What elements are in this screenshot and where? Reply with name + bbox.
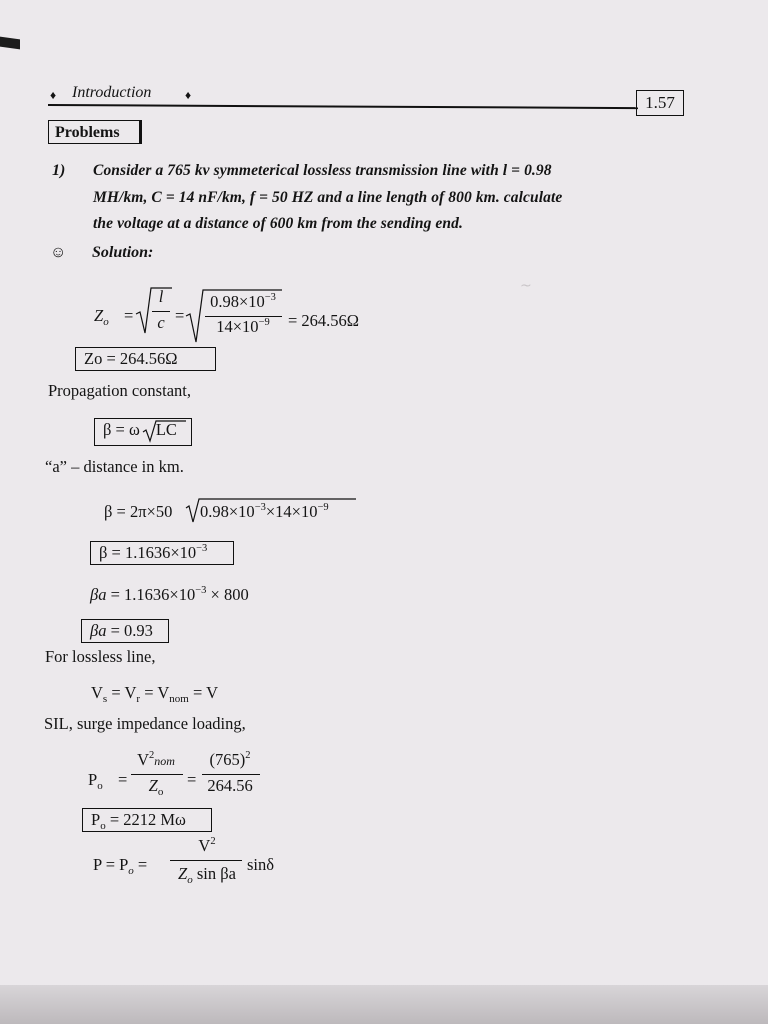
running-header-title: Introduction xyxy=(72,84,152,101)
p0-equals-1: = xyxy=(118,770,128,789)
smiley-icon: ☺ xyxy=(50,244,67,261)
beta-calc-radicand: $0.98\times 10^{-3}\times 14\times 10^{-9}$ xyxy=(200,502,329,521)
header-bullet-right: ♦ xyxy=(185,88,192,102)
problem-line-3: the voltage at a distance of 600 km from the sending end. xyxy=(93,215,463,232)
beta-formula-boxed: β = ω LC xyxy=(94,418,192,446)
p0-den-a: $Z_o$ xyxy=(148,776,164,798)
p0-lhs: $P_o$ xyxy=(88,770,103,792)
p0-equals-2: = xyxy=(187,770,197,789)
p0-frac-bar-a xyxy=(131,774,183,775)
beta-result-boxed: $\beta = 1.1636\times 10^{-3}$ xyxy=(90,541,234,565)
z0-equals-1: = xyxy=(124,306,134,325)
lossless-label: For lossless line, xyxy=(45,647,156,666)
p-lhs: $P = P_o$ = xyxy=(93,855,148,877)
header-bullet-left: ♦ xyxy=(50,88,57,102)
solution-label: Solution: xyxy=(92,244,154,261)
z0-num: $0.98\times 10^{-3}$ xyxy=(210,292,276,311)
beta-a-calc: $\beta a = 1.1636\times 10^{-3} \times 800$ xyxy=(90,585,249,604)
a-definition: “a” – distance in km. xyxy=(45,457,184,476)
z0-sqrt-num: l xyxy=(158,287,164,306)
propagation-label: Propagation constant, xyxy=(48,381,191,400)
beta-a-boxed: βa = 0.93 xyxy=(81,619,169,643)
z0-boxed-result: Zo = 264.56Ω xyxy=(75,347,216,371)
problem-line-2: MH/km, C = 14 nF/km, f = 50 HZ and a line length of 800 km. calculate xyxy=(93,189,563,206)
beta-calc-lhs: β = 2π×50 xyxy=(104,502,173,521)
p-sin-delta: sinδ xyxy=(247,855,275,874)
page-bottom-shadow xyxy=(0,985,768,1024)
p0-num-a: $V^2nom$ xyxy=(137,750,175,769)
z0-equals-2: = xyxy=(175,306,185,325)
z0-den: $14\times 10^{-9}$ xyxy=(216,317,270,336)
voltage-equation: $V_s = V_r = V_{nom} = V$ xyxy=(91,683,218,705)
p-num: $V^2$ xyxy=(198,836,216,855)
p0-num-b: $(765)^2$ xyxy=(209,750,251,769)
section-title: Problems xyxy=(48,120,142,144)
p0-boxed-result: $P_o = 2212$ Mω xyxy=(82,808,212,832)
bleed-through: ~ xyxy=(520,278,532,294)
problem-number: 1) xyxy=(52,162,66,179)
page-number: 1.57 xyxy=(636,90,684,116)
p-frac-bar xyxy=(170,860,242,861)
problem-line-1: Consider a 765 kv symmeterical lossless transmission line with l = 0.98 xyxy=(93,162,552,179)
p0-frac-bar-b xyxy=(202,774,260,775)
z0-result: = 264.56Ω xyxy=(288,311,360,330)
sil-label: SIL, surge impedance loading, xyxy=(44,714,246,733)
p0-den-b: 264.56 xyxy=(207,776,253,795)
p-den: $Z_o$ sin βa xyxy=(178,864,236,886)
z0-lhs: $Z_o$ xyxy=(94,306,109,328)
z0-sqrt-den: c xyxy=(157,313,165,332)
